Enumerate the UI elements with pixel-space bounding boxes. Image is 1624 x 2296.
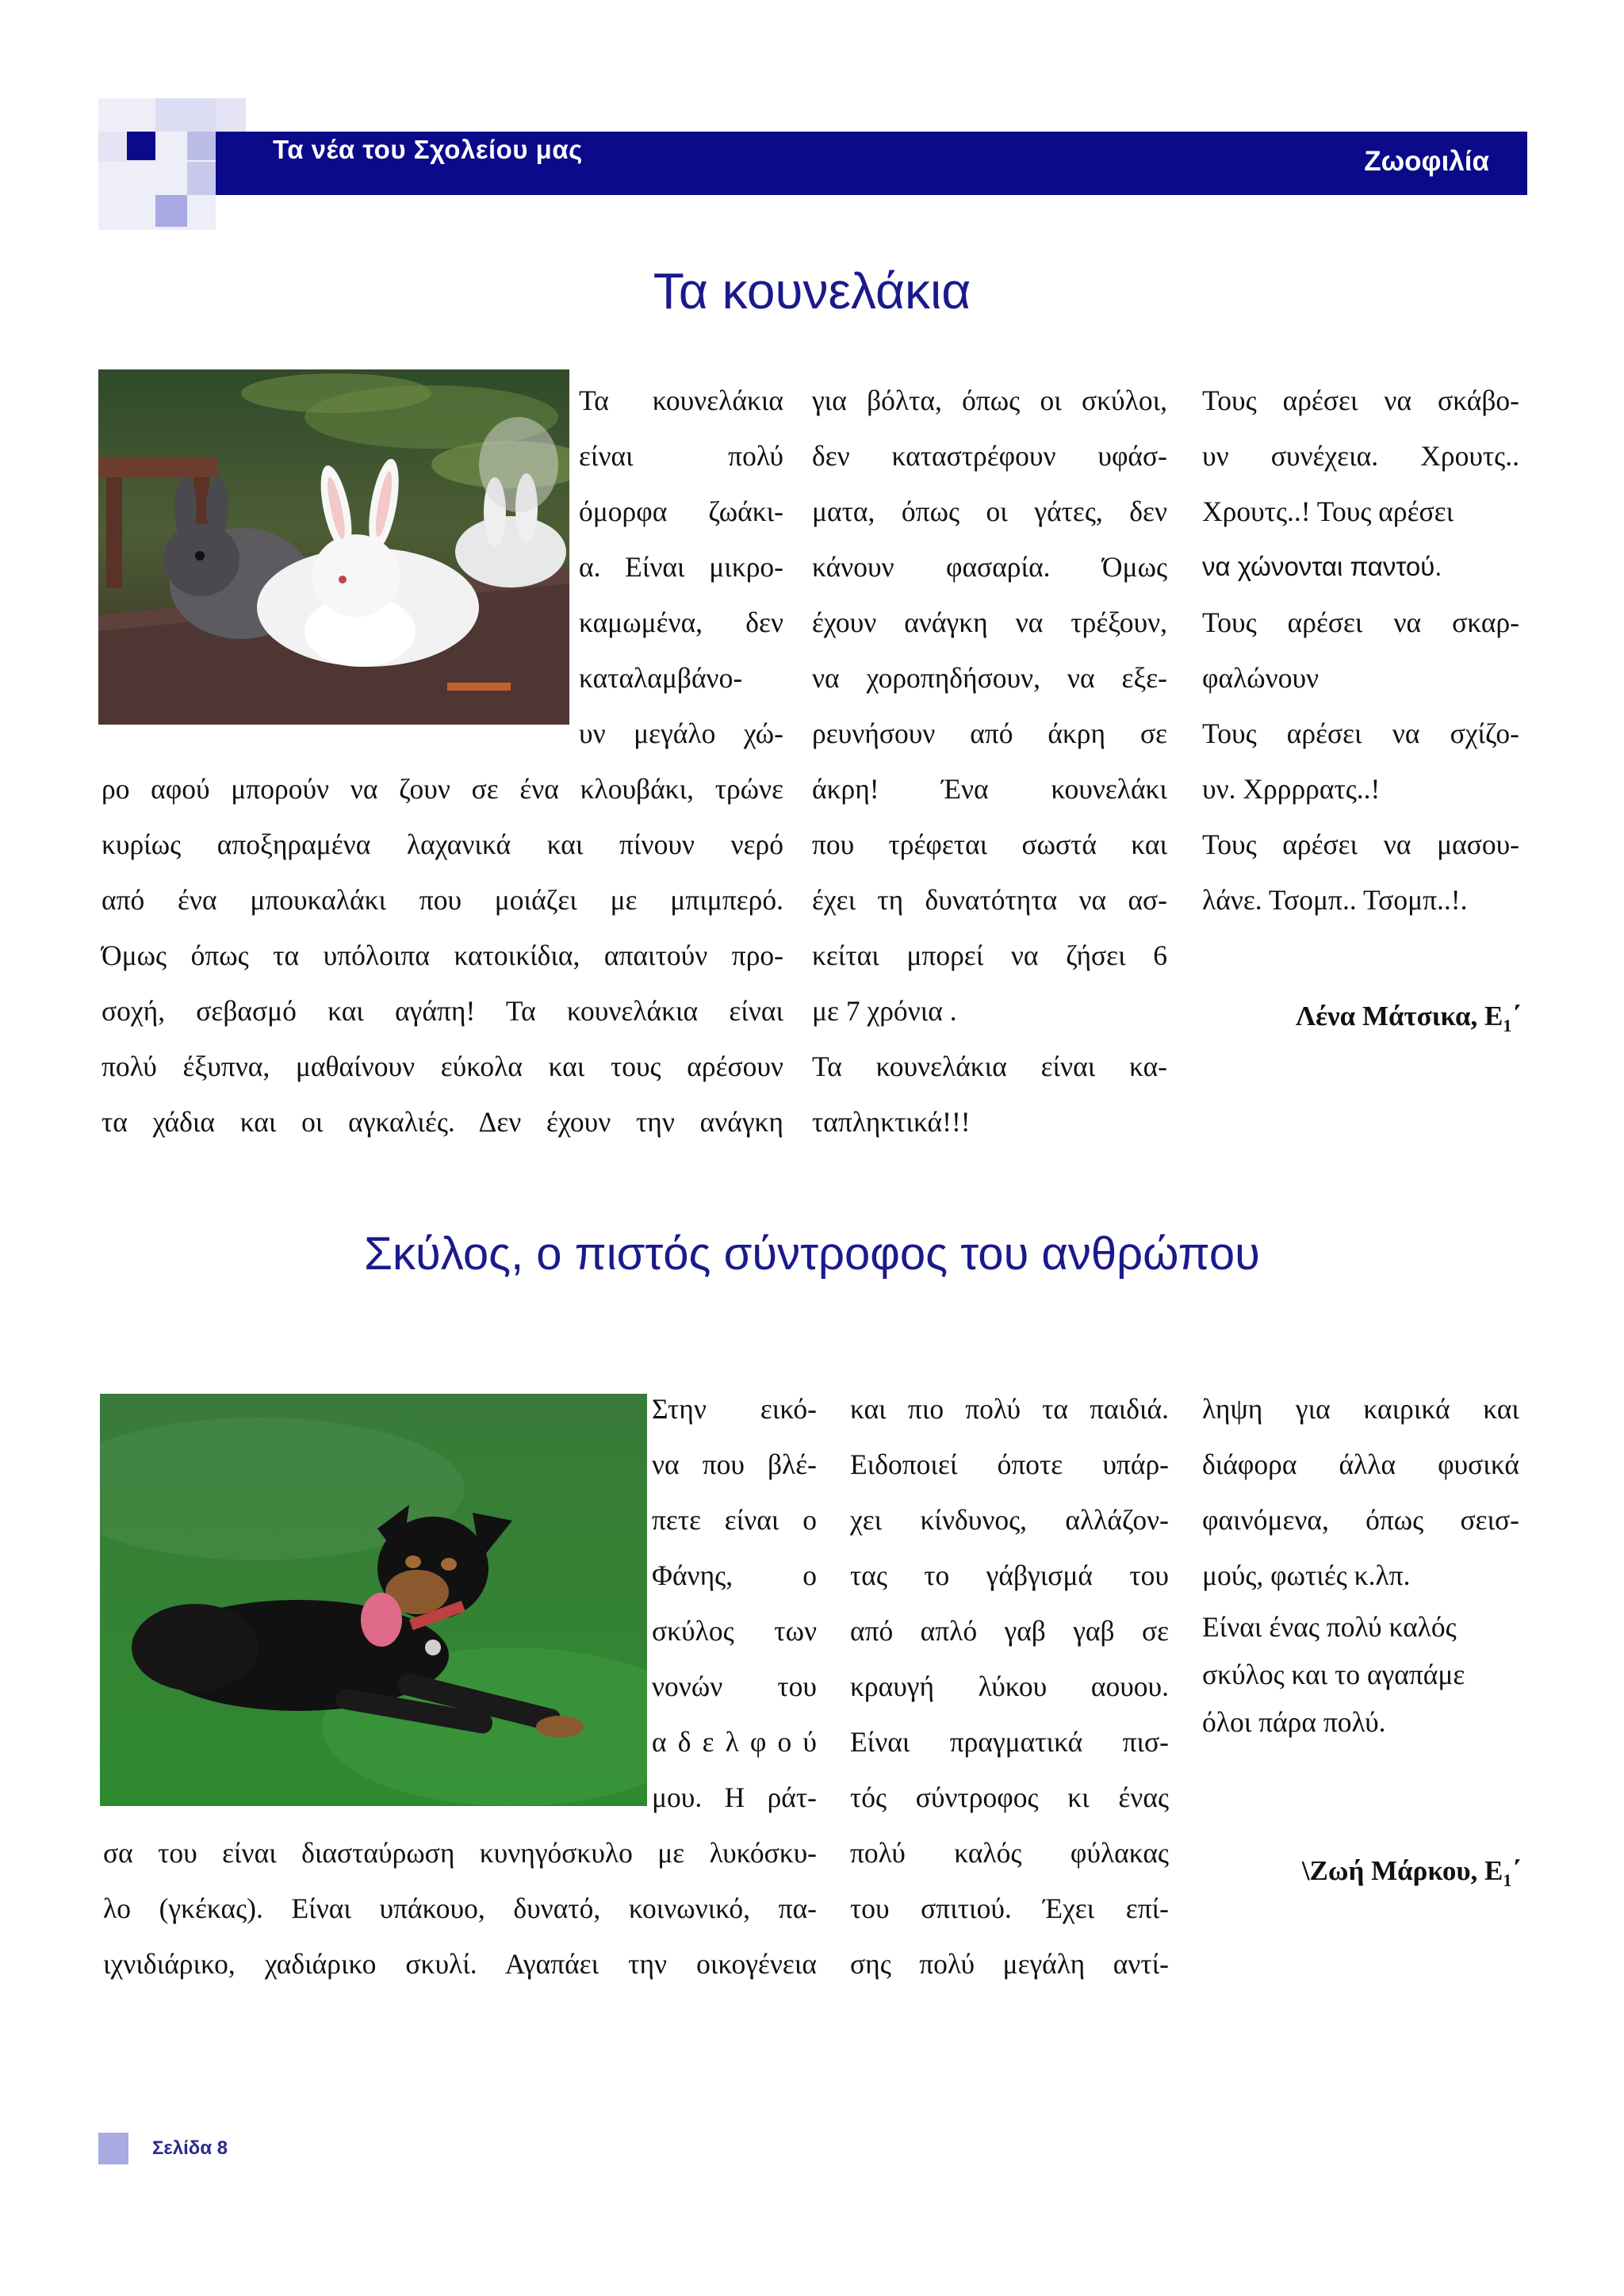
text-line: δεν καταστρέφουν υφάσ- <box>812 440 1167 472</box>
text-line: υν. Χρρρρατς..! <box>1202 773 1381 805</box>
text-line: να που βλέ- <box>652 1448 817 1480</box>
article-title-dog: Σκύλος, ο πιστός σύντροφος του ανθρώπου <box>364 1228 1260 1280</box>
text-line: άκρη! Ένα κουνελάκι <box>812 773 1167 805</box>
text-line: λάνε. Τσομπ.. Τσομπ..!. <box>1202 884 1468 916</box>
text-line: σοχή, σεβασμό και αγάπη! Τα κουνελάκια είναι <box>102 995 783 1027</box>
text-line: νονών του <box>652 1670 817 1702</box>
text-line: ιχνιδιάρικο, χαδιάρικο σκυλί. Αγαπάει την οικογένεια <box>103 1948 817 1980</box>
text-line: για βόλτα, όπως οι σκύλοι, <box>812 385 1167 416</box>
article1-signature <box>1296 1001 1521 1036</box>
article1-col1-wrap <box>579 373 783 761</box>
article2-col1-full <box>103 1825 817 1992</box>
text-line: Είναι ένας πολύ καλός <box>1202 1611 1457 1643</box>
text-line: καμωμένα, δεν <box>579 607 783 638</box>
article2-column-2 <box>850 1381 1169 1992</box>
text-line: είναι πολύ <box>579 440 783 472</box>
text-line: και πιο πολύ τα παιδιά. <box>850 1393 1169 1425</box>
page-number: Σελίδα 8 <box>152 2137 228 2159</box>
text-line: ρο αφού μπορούν να ζουν σε ένα κλουβάκι, τρώνε <box>102 773 783 805</box>
text-line: σης πολύ μεγάλη αντί- <box>850 1948 1169 1980</box>
text-line: κείται μπορεί να ζήσει 6 <box>812 939 1167 971</box>
text-line: σα του είναι διασταύρωση κυνηγόσκυλο με λυκόσκυ- <box>103 1837 817 1869</box>
class-subscript: 1 <box>1503 1016 1512 1035</box>
text-line: σκύλος των <box>652 1615 817 1647</box>
text-line: τός σύντροφος κι ένας <box>850 1781 1169 1813</box>
text-line: έχει τη δυνατότητα να ασ- <box>812 884 1167 916</box>
text-line: Είναι πραγματικά πισ- <box>850 1726 1169 1758</box>
text-line: Τους αρέσει να μασου- <box>1202 828 1519 860</box>
text-line: όλοι πάρα πολύ. <box>1202 1706 1386 1738</box>
text-line: ματα, όπως οι γάτες, δεν <box>812 496 1167 527</box>
text-line: Χρουτς..! Τους αρέσει <box>1202 496 1454 527</box>
text-line: Τους αρέσει να σκάβο- <box>1202 385 1519 416</box>
text-line: α δ ε λ φ ο ύ <box>652 1726 817 1758</box>
text-line: μούς, φωτιές κ.λπ. <box>1202 1559 1411 1591</box>
text-line: του σπιτιού. Έχει επί- <box>850 1892 1169 1924</box>
article1-col1-full <box>102 761 783 1150</box>
text-line: τα χάδια και οι αγκαλιές. Δεν έχουν την ανάγκη <box>102 1106 783 1138</box>
text-line: ληψη για καιρικά και <box>1202 1393 1519 1425</box>
article2-col1-wrap <box>652 1381 817 1825</box>
text-line: υν συνέχεια. Χρουτς.. <box>1202 440 1519 472</box>
text-line: κάνουν φασαρία. Όμως <box>812 551 1167 583</box>
footer-square <box>98 2133 128 2164</box>
header-newsletter-title: Τα νέα του Σχολείου μας <box>273 135 583 164</box>
text-line: φαινόμενα, όπως σεισ- <box>1202 1504 1519 1536</box>
text-line: καταλαμβάνο- <box>579 662 743 694</box>
text-line: Στην εικό- <box>652 1393 817 1425</box>
article2-signature <box>1302 1855 1521 1891</box>
text-line: να χώνονται παντού. <box>1202 552 1442 581</box>
text-line: πολύ καλός φύλακας <box>850 1837 1169 1869</box>
text-line: με 7 χρόνια . <box>812 995 957 1027</box>
text-line: κυρίως αποξηραμένα λαχανικά και πίνουν νερό <box>102 828 783 860</box>
author-name: Λένα Μάτσικα, Ε <box>1295 1001 1503 1031</box>
text-line: Τους αρέσει να σκαρ- <box>1202 607 1519 638</box>
text-line: κραυγή λύκου αουου. <box>850 1670 1169 1702</box>
author-name: \Ζωή Μάρκου, Ε <box>1301 1855 1503 1886</box>
text-line: από απλό γαβ γαβ σε <box>850 1615 1169 1647</box>
text-line: Τους αρέσει να σχίζο- <box>1202 718 1519 749</box>
text-line: φαλώνουν <box>1202 662 1320 694</box>
text-line: α. Είναι μικρο- <box>579 551 783 583</box>
text-line: χει κίνδυνος, αλλάζον- <box>850 1504 1169 1536</box>
text-line: Τα κουνελάκια είναι κα- <box>812 1050 1167 1082</box>
text-line: σκύλος και το αγαπάμε <box>1202 1659 1465 1690</box>
text-line: πετε είναι ο <box>652 1504 817 1536</box>
text-line: πολύ έξυπνα, μαθαίνουν εύκολα και τους αρέσουν <box>102 1050 783 1082</box>
text-line: έχουν ανάγκη να τρέξουν, <box>812 607 1167 638</box>
text-line: διάφορα άλλα φυσικά <box>1202 1448 1519 1480</box>
text-line: Φάνης, ο <box>652 1559 817 1591</box>
signature-mark: ΄ <box>1511 1855 1521 1886</box>
text-line: ταπληκτικά!!! <box>812 1106 971 1138</box>
text-line: που τρέφεται σωστά και <box>812 828 1167 860</box>
text-line: υν μεγάλο χώ- <box>579 718 783 749</box>
text-line: ρευνήσουν από άκρη σε <box>812 718 1167 749</box>
text-line: από ένα μπουκαλάκι που μοιάζει με μπιμπερό. <box>102 884 783 916</box>
text-line: μου. Η ράτ- <box>652 1781 817 1813</box>
text-line: τας το γάβγισμά του <box>850 1559 1169 1591</box>
article1-column-1 <box>102 373 783 1150</box>
text-line: όμορφα ζωάκι- <box>579 496 783 527</box>
article2-column-3 <box>1202 1381 1519 1746</box>
signature-mark: ΄ <box>1511 1001 1521 1031</box>
text-line: Όμως όπως τα υπόλοιπα κατοικίδια, απαιτούν προ- <box>102 939 783 971</box>
text-line: λο (γκέκας). Είναι υπάκουο, δυνατό, κοινωνικό, πα- <box>103 1892 817 1924</box>
text-line: να χοροπηδήσουν, να εξε- <box>812 662 1167 694</box>
article-title-rabbits: Τα κουνελάκια <box>653 262 971 320</box>
article2-column-1 <box>103 1381 817 1992</box>
header-section-title: Ζωοφιλία <box>1364 146 1489 177</box>
text-line: Ειδοποιεί όποτε υπάρ- <box>850 1448 1169 1480</box>
article1-column-3 <box>1202 373 1519 928</box>
class-subscript: 1 <box>1503 1870 1512 1890</box>
article1-column-2 <box>812 373 1167 1150</box>
text-line: Τα κουνελάκια <box>579 385 783 416</box>
